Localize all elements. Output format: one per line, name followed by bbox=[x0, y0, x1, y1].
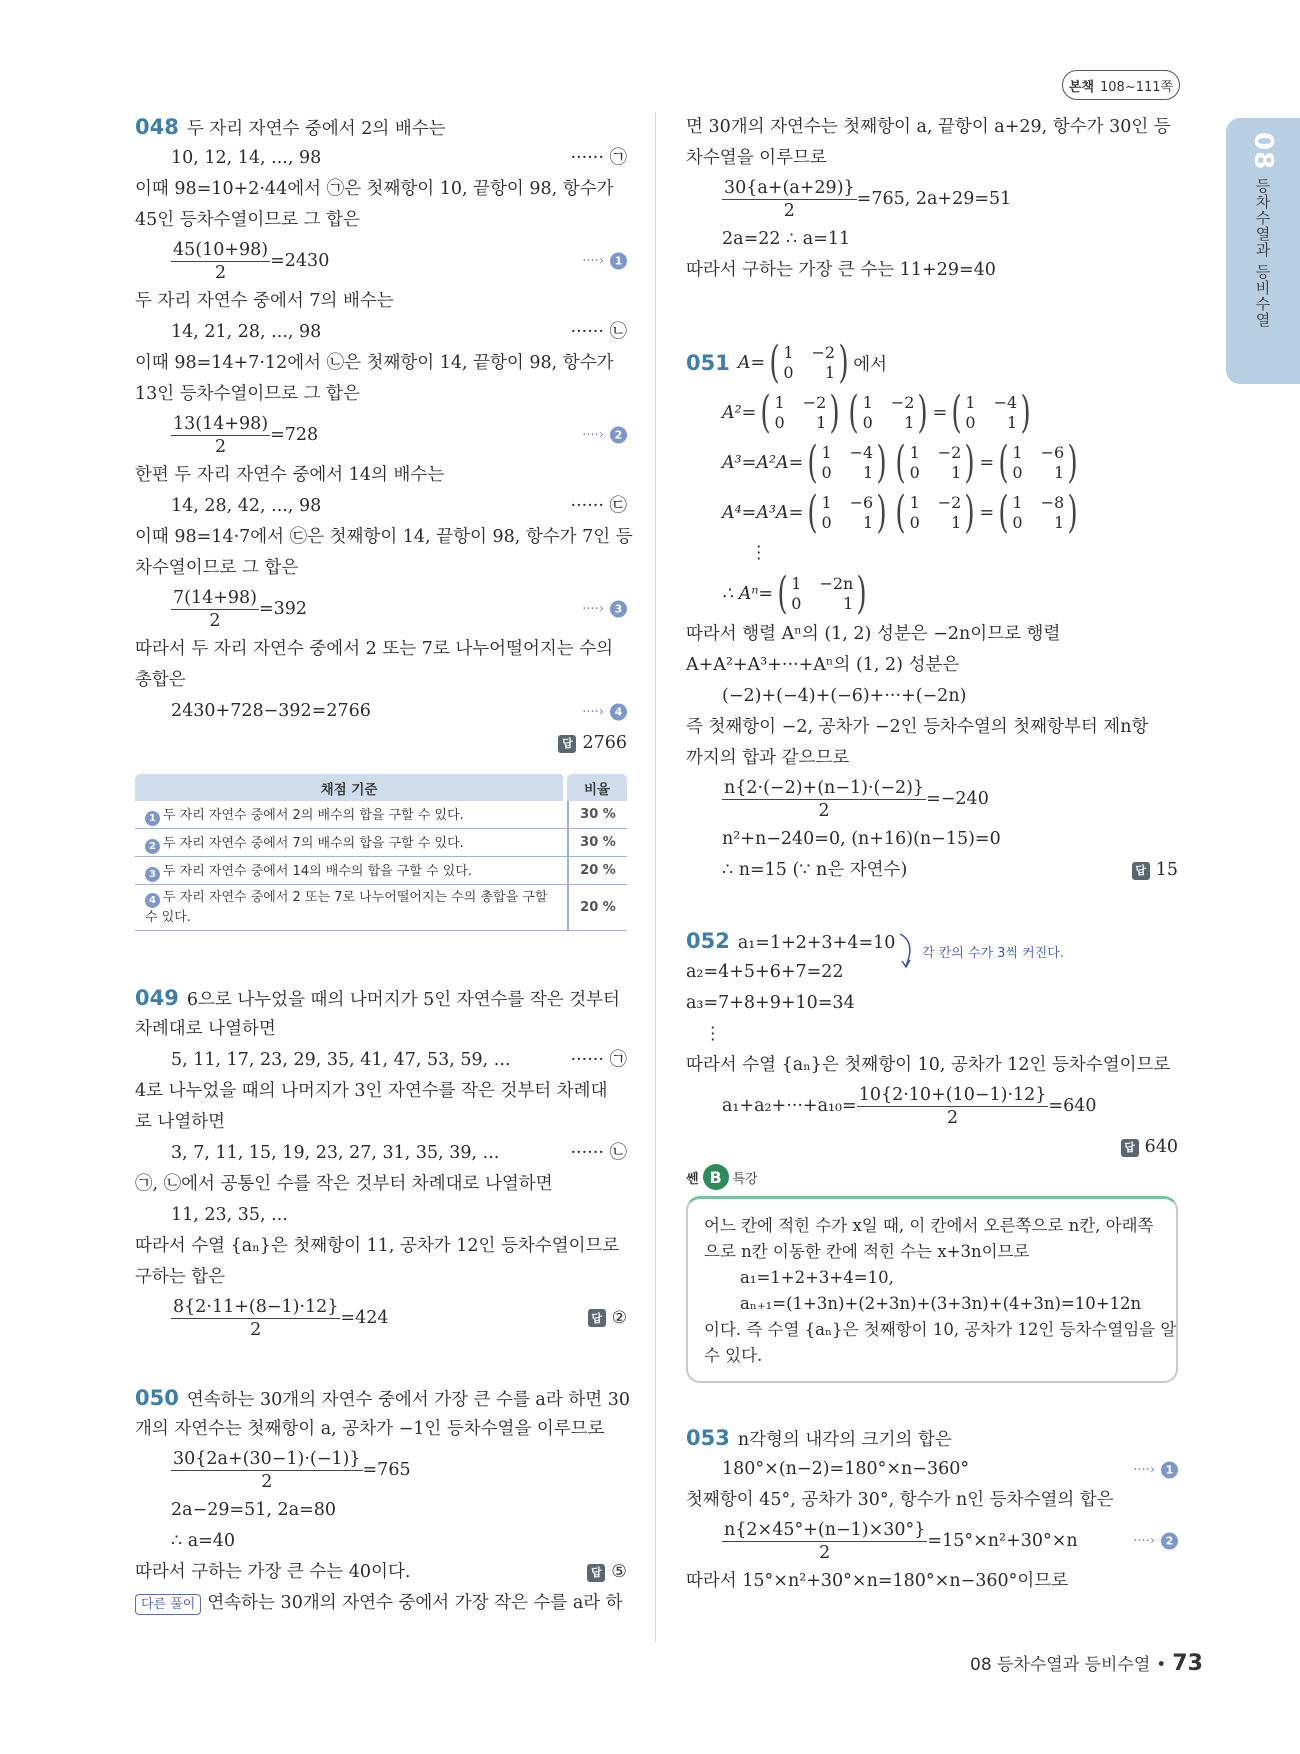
text-line: 차수열이므로 그 합은 bbox=[135, 558, 299, 578]
left-column bbox=[135, 112, 633, 1619]
matrix-entry: 1 bbox=[862, 393, 873, 412]
answer bbox=[588, 1308, 627, 1328]
matrix-entry: 0 bbox=[821, 463, 832, 482]
text-line: 즉 첫째항이 −2, 공차가 −2인 등차수열의 첫째항부터 제n항 bbox=[686, 717, 1149, 737]
answer bbox=[1132, 855, 1178, 886]
grading-criteria-table bbox=[135, 774, 627, 931]
numerator: 7(14+98) bbox=[173, 587, 257, 608]
page-ref-range: 108~111쪽 bbox=[1100, 79, 1174, 95]
formula bbox=[135, 410, 627, 460]
sequence: 5, 11, 17, 23, 29, 35, 41, 47, 53, 59, ... bbox=[171, 1050, 511, 1070]
sen-b-special-lecture bbox=[686, 1162, 1178, 1383]
label-mark: ······ ㉡ bbox=[570, 322, 627, 342]
formula bbox=[686, 774, 1178, 824]
step-number-icon: 1 bbox=[145, 811, 160, 826]
text-line: 첫째항이 45°, 공차가 30°, 항수가 n인 등차수열의 합은 bbox=[686, 1490, 1114, 1510]
sen-b-title bbox=[686, 1162, 1178, 1192]
table-row bbox=[135, 801, 627, 829]
table-row bbox=[135, 885, 627, 931]
matrix-entry: 0 bbox=[1012, 513, 1023, 532]
criteria-text: 두 자리 자연수 중에서 7의 배수의 합을 구할 수 있다. bbox=[163, 835, 464, 851]
formula: a₁=1+2+3+4=10 bbox=[737, 933, 896, 953]
matrix: ( 1 −2 0 1 ) bbox=[895, 437, 976, 488]
step-number-icon: 2 bbox=[1161, 1533, 1178, 1550]
matrix: ( 1 −4 0 1 ) bbox=[951, 387, 1031, 438]
text-line: 따라서 수열 {aₙ}은 첫째항이 11, 공차가 12인 등차수열이므로 bbox=[135, 1236, 620, 1256]
numerator: 10{2·10+(10−1)·12} bbox=[858, 1084, 1047, 1105]
formula: (−2)+(−4)+(−6)+···+(−2n) bbox=[722, 686, 967, 706]
problem-049 bbox=[135, 983, 627, 1343]
answer bbox=[1121, 1132, 1178, 1163]
result: =728 bbox=[270, 425, 319, 445]
b-badge-icon: B bbox=[703, 1164, 729, 1190]
answer-value: ② bbox=[611, 1308, 627, 1328]
text-line: 으로 n칸 이동한 칸에 적힌 수는 x+3n이므로 bbox=[704, 1242, 1030, 1261]
matrix: ( 1 −8 0 1 ) bbox=[998, 487, 1078, 538]
step-marker: ····› 2 bbox=[1133, 1533, 1178, 1550]
denominator: 2 bbox=[261, 1471, 273, 1492]
numerator: n{2×45°+(n−1)×30°} bbox=[724, 1519, 926, 1540]
result: =765 bbox=[362, 1460, 411, 1480]
matrix-entry: 1 bbox=[863, 513, 874, 532]
denominator: 2 bbox=[819, 1542, 831, 1563]
text-line: 따라서 두 자리 자연수 중에서 2 또는 7로 나누어떨어지는 수의 bbox=[135, 639, 614, 659]
text-line: 13인 등차수열이므로 그 합은 bbox=[135, 384, 360, 404]
matrix-entry: −2n bbox=[819, 574, 854, 593]
answer bbox=[558, 728, 627, 759]
answer-badge-icon: 답 bbox=[588, 1309, 606, 1327]
matrix-entry: 1 bbox=[863, 463, 874, 482]
vertical-ellipsis: ⋮ bbox=[750, 543, 768, 563]
matrix-entry: 1 bbox=[909, 443, 920, 462]
denominator: 2 bbox=[818, 800, 830, 821]
text-line: n각형의 내각의 크기의 합은 bbox=[737, 1430, 952, 1450]
matrix-entry: 1 bbox=[1007, 413, 1018, 432]
ratio-value: 30 % bbox=[567, 801, 627, 829]
formula: a₁=1+2+3+4=10, bbox=[740, 1268, 894, 1287]
matrix-entry: 1 bbox=[951, 513, 962, 532]
matrix-entry: 1 bbox=[904, 413, 915, 432]
matrix-entry: 1 bbox=[1012, 443, 1023, 462]
table-row bbox=[135, 857, 627, 885]
text-line: 차수열을 이루므로 bbox=[686, 148, 827, 168]
sen-logo: 쎈 bbox=[686, 1171, 699, 1187]
matrix-entry: 0 bbox=[909, 463, 920, 482]
text-line: 연속하는 30개의 자연수 중에서 가장 큰 수를 a라 하면 30 bbox=[186, 1390, 630, 1410]
formula: A⁴=A³A= bbox=[722, 503, 804, 523]
numerator: 8{2·11+(8−1)·12} bbox=[173, 1296, 339, 1317]
formula bbox=[135, 1445, 627, 1495]
sequence: 11, 23, 35, ... bbox=[171, 1205, 288, 1225]
denominator: 2 bbox=[214, 262, 227, 283]
denominator: 2 bbox=[214, 436, 227, 457]
answer-value: 2766 bbox=[582, 733, 627, 753]
problem-050-continued bbox=[686, 112, 1178, 286]
matrix-entry: −4 bbox=[993, 393, 1018, 412]
matrix: ( 1 −2 0 1 ) bbox=[895, 487, 976, 538]
problem-number: 052 bbox=[686, 929, 730, 953]
formula: 2430+728−392=2766 bbox=[171, 701, 371, 721]
problem-number: 053 bbox=[686, 1426, 730, 1450]
sequence: 14, 21, 28, ..., 98 bbox=[171, 322, 322, 342]
answer-badge-icon: 답 bbox=[558, 735, 576, 753]
matrix-entry: 1 bbox=[951, 463, 962, 482]
problem-number: 048 bbox=[135, 115, 179, 139]
text-line: 구하는 합은 bbox=[135, 1267, 226, 1287]
formula: 180°×(n−2)=180°×n−360° bbox=[722, 1459, 970, 1479]
text-line: 따라서 구하는 가장 큰 수는 40이다. bbox=[135, 1562, 411, 1582]
label-mark: ······ ㉢ bbox=[570, 496, 627, 516]
matrix-entry: −6 bbox=[849, 493, 874, 512]
step-marker: ····› 3 bbox=[582, 601, 627, 618]
matrix-entry: −4 bbox=[849, 443, 874, 462]
formula: A³=A²A= bbox=[722, 453, 804, 473]
criteria-text: 두 자리 자연수 중에서 2 또는 7로 나누어떨어지는 수의 총합을 구할 수 있다. bbox=[145, 890, 548, 925]
ratio-value: 20 % bbox=[567, 885, 627, 931]
text-line: 총합은 bbox=[135, 670, 186, 690]
matrix-entry: 0 bbox=[1012, 463, 1023, 482]
footer-chapter: 08 등차수열과 등비수열 bbox=[970, 1655, 1151, 1675]
step-number-icon: 3 bbox=[610, 601, 627, 618]
chapter-tab bbox=[1226, 118, 1300, 384]
text-line: 차례대로 나열하면 bbox=[135, 1019, 276, 1039]
result: =−240 bbox=[926, 789, 989, 809]
numerator: 45(10+98) bbox=[173, 239, 269, 260]
matrix-entry: 1 bbox=[774, 393, 785, 412]
textbook-page-reference bbox=[1062, 70, 1180, 100]
text-line: 이때 98=10+2·44에서 ㉠은 첫째항이 10, 끝항이 98, 항수가 bbox=[135, 179, 614, 199]
text-line: 이때 98=14·7에서 ㉢은 첫째항이 14, 끝항이 98, 항수가 7인 등 bbox=[135, 527, 633, 547]
step-number-icon: 3 bbox=[145, 867, 160, 882]
chapter-number: 08 bbox=[1248, 132, 1278, 171]
matrix-entry: 0 bbox=[774, 413, 785, 432]
formula: A²= bbox=[722, 403, 757, 423]
formula bbox=[135, 584, 627, 634]
matrix-entry: −8 bbox=[1040, 493, 1065, 512]
sequence: 14, 28, 42, ..., 98 bbox=[171, 496, 322, 516]
formula: a₃=7+8+9+10=34 bbox=[686, 993, 855, 1013]
formula bbox=[686, 174, 1178, 224]
text-line: 4로 나누었을 때의 나머지가 3인 자연수를 작은 것부터 차례대 bbox=[135, 1081, 608, 1101]
matrix-entry: 0 bbox=[791, 594, 802, 613]
formula: ∴ Aⁿ= bbox=[722, 584, 774, 604]
table-header-criteria: 채점 기준 bbox=[135, 774, 567, 801]
matrix-entry: 0 bbox=[821, 513, 832, 532]
alternative-solution-label: 다른 풀이 bbox=[135, 1594, 201, 1615]
formula: n²+n−240=0, (n+16)(n−15)=0 bbox=[722, 829, 1001, 849]
formula: ∴ n=15 (∵ n은 자연수) bbox=[722, 860, 908, 880]
text-line: 로 나열하면 bbox=[135, 1112, 226, 1132]
text-line: 따라서 행렬 Aⁿ의 (1, 2) 성분은 −2n이므로 행렬 bbox=[686, 624, 1061, 644]
matrix-entry: 1 bbox=[1053, 463, 1065, 482]
step-marker: ····› 1 bbox=[582, 253, 627, 270]
result: =15°×n²+30°×n bbox=[927, 1531, 1078, 1551]
criteria-text: 두 자리 자연수 중에서 2의 배수의 합을 구할 수 있다. bbox=[163, 807, 464, 823]
formula bbox=[686, 1081, 1178, 1131]
lecture-label: 특강 bbox=[732, 1171, 758, 1187]
formula: aₙ₊₁=(1+3n)+(2+3n)+(3+3n)+(4+3n)=10+12n bbox=[740, 1294, 1142, 1313]
step-number-icon: 1 bbox=[610, 253, 627, 270]
matrix-entry: 0 bbox=[965, 413, 976, 432]
text-line: 이때 98=14+7·12에서 ㉡은 첫째항이 14, 끝항이 98, 항수가 bbox=[135, 353, 614, 373]
text-line: 연속하는 30개의 자연수 중에서 가장 작은 수를 a라 하 bbox=[207, 1593, 623, 1613]
problem-number: 051 bbox=[686, 351, 730, 375]
result: =392 bbox=[259, 599, 308, 619]
table-row bbox=[135, 829, 627, 857]
matrix-entry: −2 bbox=[890, 393, 915, 412]
problem-number: 049 bbox=[135, 986, 179, 1010]
matrix-entry: 1 bbox=[821, 493, 832, 512]
matrix: ( 1 −2 0 1 ) bbox=[769, 337, 849, 388]
text-line: 면 30개의 자연수는 첫째항이 a, 끝항이 a+29, 항수가 30인 등 bbox=[686, 117, 1171, 137]
matrix: ( 1 −4 0 1 ) bbox=[807, 437, 887, 488]
column-divider bbox=[655, 112, 656, 1642]
matrix-entry: 0 bbox=[909, 513, 920, 532]
page-footer bbox=[970, 1650, 1203, 1676]
numerator: 30{2a+(30−1)·(−1)} bbox=[173, 1448, 361, 1469]
label-mark: ······ ㉠ bbox=[570, 1050, 627, 1070]
footer-bullet: • bbox=[1156, 1655, 1167, 1675]
matrix-entry: 1 bbox=[965, 393, 976, 412]
matrix-entry: −2 bbox=[937, 443, 962, 462]
matrix-entry: 1 bbox=[1053, 513, 1065, 532]
problem-050 bbox=[135, 1383, 630, 1619]
matrix-entry: 1 bbox=[791, 574, 802, 593]
formula: 2a=22 ∴ a=11 bbox=[722, 229, 851, 249]
vertical-ellipsis: ⋮ bbox=[704, 1024, 722, 1044]
problem-048 bbox=[135, 112, 633, 758]
formula bbox=[686, 1516, 1178, 1566]
numerator: n{2·(−2)+(n−1)·(−2)} bbox=[724, 777, 925, 798]
answer-badge-icon: 답 bbox=[1132, 862, 1150, 880]
text-line: 개의 자연수는 첫째항이 a, 공차가 −1인 등차수열을 이루므로 bbox=[135, 1419, 605, 1439]
answer bbox=[587, 1557, 627, 1588]
result: =640 bbox=[1048, 1096, 1097, 1116]
matrix: ( 1 −2 0 1 ) bbox=[848, 387, 929, 438]
text-line: 한편 두 자리 자연수 중에서 14의 배수는 bbox=[135, 465, 445, 485]
sequence: 10, 12, 14, ..., 98 bbox=[171, 148, 322, 168]
matrix-entry: 1 bbox=[843, 594, 854, 613]
matrix: ( 1 −6 0 1 ) bbox=[807, 487, 887, 538]
matrix-entry: −2 bbox=[937, 493, 962, 512]
text-line: 이다. 즉 수열 {aₙ}은 첫째항이 10, 공차가 12인 등차수열임을 알 bbox=[704, 1320, 1177, 1339]
chapter-title: 등차수열과 등비수열 bbox=[1253, 178, 1272, 328]
formula: a₂=4+5+6+7=22 bbox=[686, 962, 844, 982]
formula-lhs: a₁+a₂+···+a₁₀= bbox=[722, 1096, 857, 1116]
matrix-entry: −2 bbox=[802, 393, 827, 412]
matrix: ( 1 −6 0 1 ) bbox=[998, 437, 1078, 488]
matrix: ( 1 −2n 0 1 ) bbox=[777, 568, 868, 619]
text-line: 6으로 나누었을 때의 나머지가 5인 자연수를 작은 것부터 bbox=[186, 990, 620, 1010]
matrix-entry: 1 bbox=[824, 363, 836, 382]
step-number-icon: 4 bbox=[145, 893, 160, 908]
result: =765, 2a+29=51 bbox=[856, 189, 1012, 209]
problem-052 bbox=[686, 926, 1178, 1162]
formula: 2a−29=51, 2a=80 bbox=[171, 1500, 337, 1520]
problem-number: 050 bbox=[135, 1386, 179, 1410]
matrix-entry: 0 bbox=[783, 363, 794, 382]
text: 에서 bbox=[853, 354, 888, 375]
text-line: 두 자리 자연수 중에서 2의 배수는 bbox=[186, 119, 446, 139]
formula: ∴ a=40 bbox=[171, 1531, 236, 1551]
text-line: 따라서 수열 {aₙ}은 첫째항이 10, 공차가 12인 등차수열이므로 bbox=[686, 1055, 1171, 1075]
matrix-entry: −6 bbox=[1040, 443, 1065, 462]
page-ref-label: 본책 bbox=[1068, 79, 1095, 95]
matrix: ( 1 −2 0 1 ) bbox=[760, 387, 841, 438]
step-number-icon: 2 bbox=[610, 427, 627, 444]
matrix-entry: 0 bbox=[862, 413, 873, 432]
text-line: A+A²+A³+···+Aⁿ의 (1, 2) 성분은 bbox=[686, 655, 960, 675]
text-line: 수 있다. bbox=[704, 1346, 763, 1365]
step-marker: ····› 1 bbox=[1133, 1454, 1178, 1485]
text-line: 두 자리 자연수 중에서 7의 배수는 bbox=[135, 291, 394, 311]
text-line: 따라서 15°×n²+30°×n=180°×n−360°이므로 bbox=[686, 1571, 1069, 1591]
matrix-entry: 1 bbox=[816, 413, 827, 432]
denominator: 2 bbox=[783, 200, 795, 221]
answer-badge-icon: 답 bbox=[587, 1564, 605, 1582]
answer-badge-icon: 답 bbox=[1121, 1139, 1139, 1157]
problem-053 bbox=[686, 1423, 1178, 1597]
label-mark: ······ ㉠ bbox=[570, 148, 627, 168]
matrix-entry: 1 bbox=[909, 493, 920, 512]
formula bbox=[135, 1293, 627, 1343]
step-marker: ····› 4 bbox=[582, 696, 627, 727]
table-header-ratio: 비율 bbox=[567, 774, 627, 801]
label-mark: ······ ㉡ bbox=[570, 1143, 627, 1163]
right-column bbox=[686, 112, 1178, 1597]
text-line: 따라서 구하는 가장 큰 수는 11+29=40 bbox=[686, 260, 996, 280]
page-number: 73 bbox=[1172, 1651, 1203, 1676]
numerator: 13(14+98) bbox=[173, 413, 269, 434]
annotation-note: 각 칸의 수가 3씩 커진다. bbox=[922, 946, 1064, 961]
denominator: 2 bbox=[946, 1107, 959, 1128]
text-line: 까지의 합과 같으므로 bbox=[686, 748, 850, 768]
answer-value: 15 bbox=[1155, 860, 1178, 880]
sen-b-box bbox=[686, 1196, 1178, 1383]
result: =424 bbox=[340, 1308, 389, 1328]
ratio-value: 30 % bbox=[567, 829, 627, 857]
text-line: ㉠, ㉡에서 공통인 수를 작은 것부터 차례대로 나열하면 bbox=[135, 1174, 553, 1194]
answer-value: ⑤ bbox=[611, 1562, 627, 1582]
text-line: 45인 등차수열이므로 그 합은 bbox=[135, 210, 360, 230]
formula: A= bbox=[737, 353, 766, 373]
denominator: 2 bbox=[250, 1319, 262, 1340]
ratio-value: 20 % bbox=[567, 857, 627, 885]
step-number-icon: 4 bbox=[610, 703, 627, 720]
matrix-entry: 1 bbox=[1012, 493, 1023, 512]
step-number-icon: 2 bbox=[145, 839, 160, 854]
step-number-icon: 1 bbox=[1161, 1461, 1178, 1478]
sequence: 3, 7, 11, 15, 19, 23, 27, 31, 35, 39, ... bbox=[171, 1143, 500, 1163]
criteria-text: 두 자리 자연수 중에서 14의 배수의 합을 구할 수 있다. bbox=[163, 863, 473, 879]
formula bbox=[135, 236, 627, 286]
matrix-entry: 1 bbox=[783, 343, 794, 362]
denominator: 2 bbox=[209, 610, 221, 631]
result: =2430 bbox=[270, 251, 330, 271]
matrix-entry: 1 bbox=[821, 443, 832, 462]
matrix-entry: −2 bbox=[811, 343, 836, 362]
numerator: 30{a+(a+29)} bbox=[724, 177, 855, 198]
step-marker: ····› 2 bbox=[582, 427, 627, 444]
problem-051: 051 A= ( 1 −2 0 1 ) 에서 A²= ( 1 −2 0 1 ) ( 1 −2 0 1 ) = ( 1 −4 0 1 ) A³=A²A= ( 1 −4 0 1 ) ( 1 −2 0 1 ) = ( 1 −6 0 1 ) A⁴=A³A= ( 1 −6 0 1 ) ( 1 −2 0 1 ) = ( 1 −8 0 1 ) ⋮ ∴ Aⁿ= ( 1 −2n 0 1 ) 따라서 행렬 Aⁿ의 (1, 2) 성분은 −2n이므로 행렬 A+A²+A³+···+Aⁿ의 (1, 2) 성분은 (−2)+(−4)+(−6)+···+(−2n) 즉 첫째항이 −2, 공차가 −2인 등차수열의 첫째항부터 제n항 까지의 합과 같으므로 $\frac{n\{2\cdot(-2)+(n-1)\cdot(-2)\}}{2}$ =−240 n²+n−240=0, (n+16)(n−15)=0 ∴ n=15 (∵ n은 자연수) 답 15 bbox=[686, 338, 1178, 886]
text-line: 어느 칸에 적힌 수가 x일 때, 이 칸에서 오른쪽으로 n칸, 아래쪽 bbox=[704, 1216, 1154, 1235]
answer-value: 640 bbox=[1144, 1137, 1178, 1157]
